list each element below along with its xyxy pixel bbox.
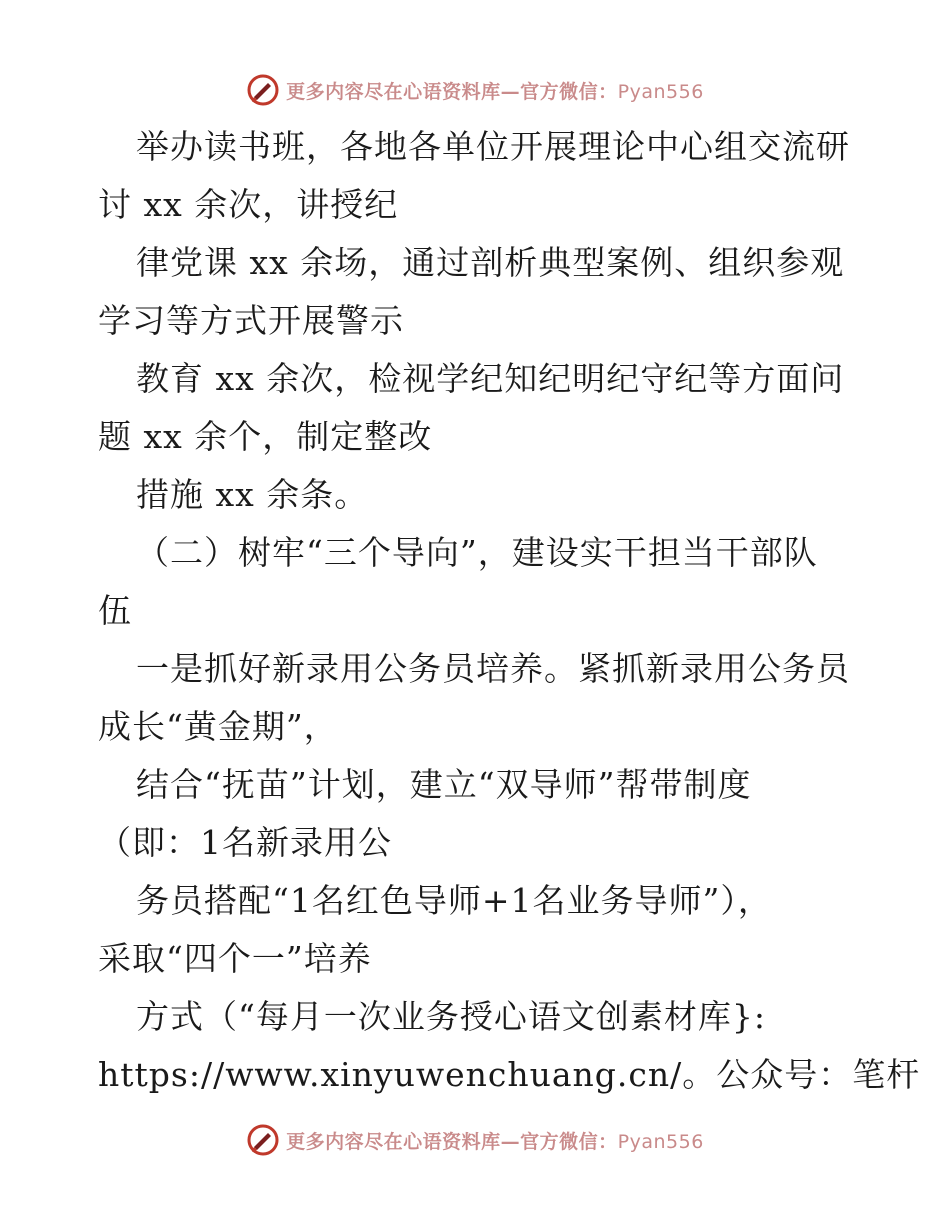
pen-logo-icon bbox=[246, 1123, 280, 1157]
text-line: 题 xx 余个，制定整改 bbox=[98, 417, 433, 456]
text-line: 学习等方式开展警示 bbox=[98, 301, 404, 340]
text-line: 结合“抚苗”计划，建立“双导师”帮带制度 bbox=[136, 765, 752, 804]
text-line: （即：1名新录用公 bbox=[98, 823, 392, 862]
watermark-text: 更多内容尽在心语资料库—官方微信：Pyan556 bbox=[286, 1130, 704, 1153]
text-line: 教育 xx 余次，检视学纪知纪明纪守纪等方面问 bbox=[136, 359, 845, 398]
text-line: 讨 xx 余次，讲授纪 bbox=[98, 185, 399, 224]
watermark-wechat-id: Pyan556 bbox=[617, 1130, 704, 1153]
text-line: 举办读书班，各地各单位开展理论中心组交流研 bbox=[136, 127, 850, 166]
text-line: 一是抓好新录用公务员培养。紧抓新录用公务员 bbox=[136, 649, 850, 688]
text-line: 伍 bbox=[98, 591, 132, 630]
watermark-text: 更多内容尽在心语资料库—官方微信：Pyan556 bbox=[286, 80, 704, 103]
text-line: 措施 xx 余条。 bbox=[136, 475, 369, 514]
document-body bbox=[98, 118, 921, 1104]
watermark-wechat-id: Pyan556 bbox=[617, 80, 704, 103]
text-line: 务员搭配“1名红色导师+1名业务导师”）， bbox=[136, 881, 772, 920]
text-line: 方式（“每月一次业务授心语文创素材库}: bbox=[136, 997, 766, 1036]
footer-watermark bbox=[0, 1120, 950, 1160]
text-line: 采取“四个一”培养 bbox=[98, 939, 372, 978]
header-watermark bbox=[0, 70, 950, 110]
text-line: 律党课 xx 余场，通过剖析典型案例、组织参观 bbox=[136, 243, 845, 282]
text-line: 成长“黄金期”， bbox=[98, 707, 338, 746]
text-line: https://www.xinyuwenchuang.cn/。公众号：笔杆 bbox=[98, 1055, 921, 1094]
pen-logo-icon bbox=[246, 73, 280, 107]
text-line: （二）树牢“三个导向”，建设实干担当干部队 bbox=[136, 533, 818, 572]
